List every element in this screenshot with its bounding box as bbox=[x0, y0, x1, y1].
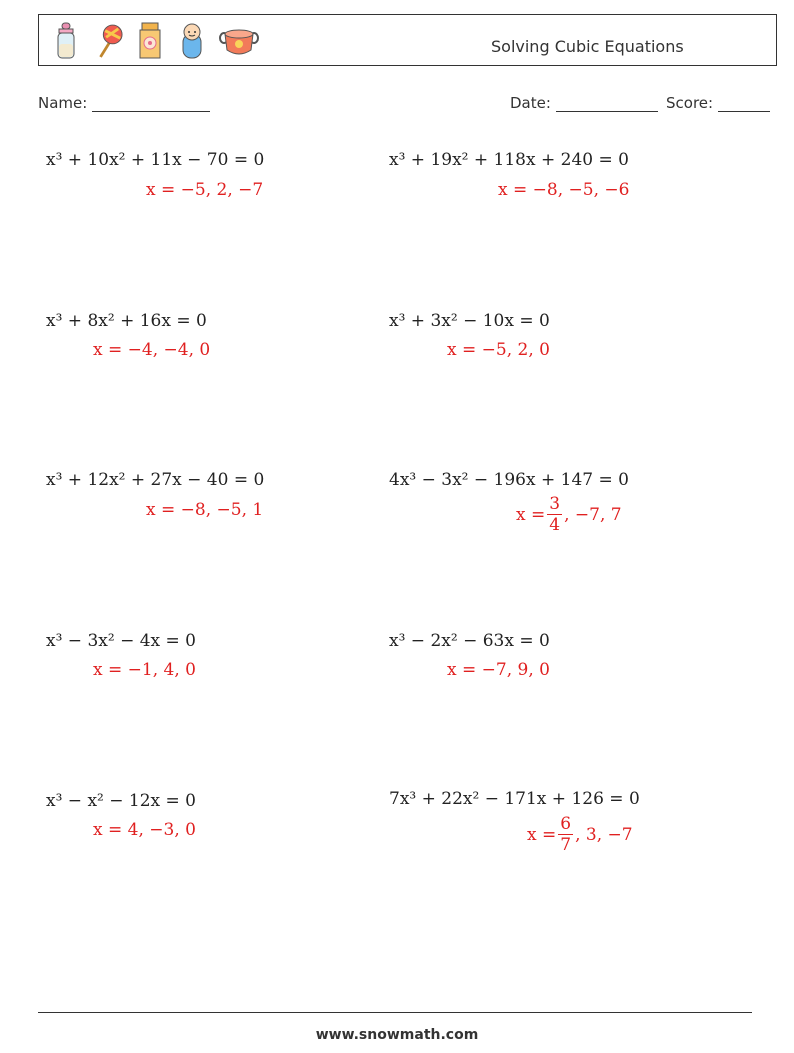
date-field[interactable] bbox=[510, 94, 658, 112]
answer-prefix: x = bbox=[527, 825, 557, 845]
worksheet-title: Solving Cubic Equations bbox=[491, 37, 684, 56]
worksheet-header bbox=[38, 14, 777, 66]
swaddled-baby-icon bbox=[177, 21, 207, 61]
problem-2-equation: x³ + 19x² + 118x + 240 = 0 bbox=[389, 150, 629, 170]
fraction-denominator: 4 bbox=[549, 515, 561, 535]
header-icons bbox=[51, 21, 259, 61]
footer-divider bbox=[38, 1012, 752, 1013]
problem-4-answer: x = −5, 2, 0 bbox=[447, 340, 550, 360]
fraction-numerator: 3 bbox=[549, 494, 561, 514]
score-label: Score: bbox=[666, 94, 714, 112]
problem-5-answer: x = −8, −5, 1 bbox=[146, 500, 264, 520]
problem-7-answer: x = −1, 4, 0 bbox=[93, 660, 196, 680]
problem-3-answer: x = −4, −4, 0 bbox=[93, 340, 211, 360]
score-line[interactable] bbox=[718, 97, 770, 112]
problem-3-equation: x³ + 8x² + 16x = 0 bbox=[46, 311, 207, 331]
answer-rest: , 3, −7 bbox=[575, 825, 633, 845]
date-line[interactable] bbox=[556, 97, 658, 112]
problem-10-equation: 7x³ + 22x² − 171x + 126 = 0 bbox=[389, 789, 640, 809]
problem-1-equation: x³ + 10x² + 11x − 70 = 0 bbox=[46, 150, 265, 170]
problem-2-answer: x = −8, −5, −6 bbox=[498, 180, 630, 200]
name-line[interactable] bbox=[92, 97, 210, 112]
problem-6-answer bbox=[516, 496, 622, 534]
problem-1-answer: x = −5, 2, −7 bbox=[146, 180, 264, 200]
score-field[interactable] bbox=[666, 94, 770, 112]
date-label: Date: bbox=[510, 94, 551, 112]
problem-6-equation: 4x³ − 3x² − 196x + 147 = 0 bbox=[389, 470, 629, 490]
baby-bottle-icon bbox=[51, 21, 81, 61]
problem-5-equation: x³ + 12x² + 27x − 40 = 0 bbox=[46, 470, 265, 490]
problem-10-answer bbox=[527, 816, 633, 854]
problem-4-equation: x³ + 3x² − 10x = 0 bbox=[389, 311, 550, 331]
answer-fraction bbox=[558, 816, 573, 854]
fraction-numerator: 6 bbox=[560, 814, 572, 834]
problem-7-equation: x³ − 3x² − 4x = 0 bbox=[46, 631, 196, 651]
problem-9-equation: x³ − x² − 12x = 0 bbox=[46, 791, 196, 811]
answer-fraction bbox=[547, 496, 562, 534]
answer-prefix: x = bbox=[516, 505, 546, 525]
problem-9-answer: x = 4, −3, 0 bbox=[93, 820, 196, 840]
name-label: Name: bbox=[38, 94, 88, 112]
sippy-cup-icon bbox=[219, 21, 259, 61]
answer-rest: , −7, 7 bbox=[564, 505, 622, 525]
problem-8-answer: x = −7, 9, 0 bbox=[447, 660, 550, 680]
name-field[interactable] bbox=[38, 94, 210, 112]
problem-8-equation: x³ − 2x² − 63x = 0 bbox=[389, 631, 550, 651]
footer-site[interactable]: www.snowmath.com bbox=[315, 1027, 479, 1043]
lollipop-icon bbox=[93, 21, 123, 61]
fraction-denominator: 7 bbox=[560, 835, 572, 855]
baby-food-jar-icon bbox=[135, 21, 165, 61]
